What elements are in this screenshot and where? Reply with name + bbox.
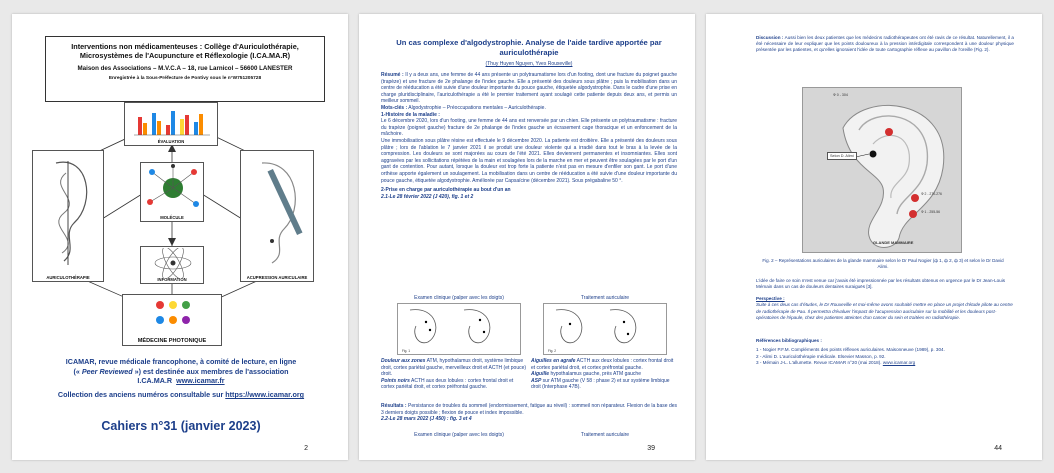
left-col-text: ACTH aux deux lobules : cortex frontal droit et cortex pariétal droit, et cortex préfrontal gauche. [381, 377, 514, 391]
molecule-label: MOLÉCULE [160, 215, 184, 220]
right-col-em: Aiguilles en agrafe [531, 358, 576, 364]
article-authors: (Thuy Huyen Nguyen, Yves Rouxeville) [485, 61, 573, 67]
resume-text: Il y a deux ans, une femme de 44 ans présente un polytraumatisme lors d'un footing, dont une fracture du poignet gauche (trapèze) et une fracture de 2e phalange de l'index gauche. Elle a présenté des douleurs sous plâtre ; puis la mobilisation dans un centre de rééducation a été suivie d'une douleur importante du pouce gauche, étiquetée algodystrophie. Dans le cadre d'une prise en charge pluridisciplinaire, l'auriculothérapie a été le premier traitement ayant soulagé cette patiente depuis deux ans, et permis un meilleur sommeil. [381, 72, 677, 105]
right-col-text: sur ATM gauche (V 58 : phase 2) et sur système limbique droit (Interphase 47B). [531, 377, 670, 391]
right-col-em: ASP [531, 377, 542, 384]
header-title: Interventions non médicamenteuses : Collège d'Auriculothérapie, Microsystèmes de l'Acupuncture et Réflexologie (I.CA.MA.R) [71, 42, 299, 61]
section-heading-1 [381, 112, 677, 119]
auriculotherapie-label: AURICULOTHÉRAPIE [46, 275, 90, 280]
perspective-block [756, 296, 1014, 322]
figure-2-label: Fig. 2 [548, 349, 556, 353]
journal-line-2 [36, 367, 326, 377]
perspective-label: Perspective : [756, 296, 785, 301]
journal-description [36, 357, 326, 400]
issue-title: Cahiers n°31 (janvier 2023) [101, 419, 261, 433]
left-col-em: Douleur aux zones [381, 358, 426, 364]
journal-line-2-em: Peer Reviewed [81, 366, 133, 376]
fig-caption-left: Examen clinique (palper avec les doigts) [414, 295, 504, 301]
figure-caption: Fig. 2 – Représentations auriculaires de la glande mammaire selon le Dr Paul Nogier (ф 1, ф 2, ф 3) et selon le Dr David Alimi. [762, 258, 1004, 270]
right-col-em: Aiguille [531, 371, 550, 378]
journal-line-2-post: ») est destinée aux membres de l'association [132, 366, 289, 376]
ear-label-glande: GLANDE MAMMAIRE [873, 240, 914, 245]
journal-line-3 [36, 376, 326, 386]
keywords-label: Mots-clés : [381, 104, 408, 111]
information-label: INFORMATION [157, 277, 187, 282]
results-paragraph [381, 403, 677, 416]
results-text: Persistance de troubles du sommeil (endormissement, fatigue au réveil) : sommeil non réparateur. Flexion de la base des 3 derniers doigts possible ; flexion de pouce et index impossible. [381, 403, 677, 416]
ear-label-point-b: Ф 2 - 270-276 [921, 192, 942, 196]
right-col-item [531, 371, 677, 378]
acupressure-pen-icon [242, 153, 314, 271]
ear-illustration [803, 88, 962, 253]
discussion-text: Aussi bien les deux patientes que les médecins radiothérapeutes ont été ravis de ce résultat. Naturellement, il a été nécessaire de leur expliquer que les points douloureux à la pression intérdigitale correspondent à une douleur physique présentée par les patientes, et qu'elles ignoraient l'idée de toute cartographie réflexe au pavillon de l'oreille (Fig. 2). [756, 35, 1014, 53]
right-column [531, 358, 677, 391]
reference-item [756, 360, 1014, 366]
left-col-em: Points noirs [381, 377, 410, 384]
molecule-box [140, 162, 204, 222]
medecine-photonique-box [122, 294, 222, 346]
bottom-caption-right: Traitement auriculaire [580, 432, 630, 438]
references-label: Références bibliographiques : [756, 338, 822, 343]
page-article [359, 14, 695, 460]
right-col-text: ACTH aux deux lobules : cortex frontal droit et cortex pariétal droit, et cortex préfrontal gauche. [531, 358, 674, 371]
medecine-photonique-label: MÉDECINE PHOTONIQUE [137, 338, 207, 344]
collection-text: Collection des anciens numéros consultable sur [57, 390, 226, 400]
keywords-paragraph [381, 105, 677, 112]
atom-icon [142, 248, 204, 278]
reference-item: 1 - Nogier P.F.M. Compléments des points réflexes auriculaires. Maisonneuve (1989), p. 304. [756, 347, 945, 353]
figure-2 [543, 303, 667, 355]
history-paragraph-1: Le 6 décembre 2020, lors d'un footing, une femme de 44 ans est renversée par un chien. Elle présente un polytraumatisme : fracture du trapèze (poignet gauche) fracture de 2e phalange de l'index gauche un écrasement cage thoracique et un enfoncement de la mâchoire. [381, 118, 677, 138]
article-title: Un cas complexe d'algodystrophie. Analyse de l'aide tardive apportée par auriculothérapie [396, 38, 662, 57]
ear-caduceus-icon [34, 153, 104, 271]
molecule-icon [142, 164, 204, 214]
page-number: 2 [304, 445, 308, 452]
ear-diagram-icon [398, 304, 520, 346]
discussion-paragraph [756, 35, 1014, 54]
history-paragraph-2: Une immobilisation sous plâtre résine est effectuée le 9 décembre 2020. La patiente est droitière. Elle a présenté des douleurs sous plâtre ; lors de l'ablation le 7 janvier 2021 il se produit une douleur violente qui a irradié dans tout le bras à la levée de la compression. Les douleurs se sont majorées au cours de l'été 2021. Elles deviennent permanentes et insomniantes. Elles sont aggravées par les sollicitations répétées de la main et soulagées lors de la marche en mer et peuvent être soulagées par le port d'un gant de contention. Pour autant, lorsque la douleur est trop forte la patiente n'est pas en mesure d'enfiler son gant. Le port d'une orthèse apporte également un soulagement. La mobilisation dans un centre de rééducation a été suivie d'une douleur importante du pouce gauche, étiquetée algodystrophie. Améliorée par Capsaïcine (décembre 2021). Sous prégabaline 50 °. [381, 137, 677, 184]
reference-text: 3 - Mémain J-L. L'allumette. Revue ICAMAR n°20 (mai 2018). [756, 360, 882, 366]
ear-label-selon: Selon D. Alimi [827, 152, 857, 160]
collection-line [36, 390, 326, 400]
resume-paragraph [381, 72, 677, 105]
page-number: 39 [647, 445, 655, 452]
left-col-item [381, 378, 527, 391]
page-number: 44 [994, 445, 1002, 452]
right-col-text: hypothalamus gauche, près ATM gauche [549, 371, 641, 378]
journal-url-link[interactable]: www.icamar.fr [176, 376, 225, 386]
resume-label: Résumé : [381, 72, 404, 78]
right-col-item [531, 358, 677, 371]
journal-line-2-pre: (« [73, 366, 82, 376]
page-discussion [706, 14, 1042, 460]
journal-line-1: ICAMAR, revue médicale francophone, à comité de lecture, en ligne [65, 357, 297, 366]
results-block [381, 403, 677, 423]
idea-paragraph: L'idée de faire ce soin m'est venue car j'avais été impressionnée par les résultats obtenus en urgence par le Dr Jean-Louis Mémain dans un cas de douleurs dentaires suraiguës [3]. [756, 278, 1006, 290]
section-2-1-title: 2.1-Le 28 février 2022 (J 420), fig. 1 et 2 [381, 193, 474, 200]
section-heading-2-1 [381, 194, 677, 201]
collection-url-link[interactable]: https://www.icamar.org [225, 390, 305, 400]
left-col-text: ATM, hypothalamus droit, système limbique droit, cortex pariétal gauche, merveilleux droit et ACTH (et pouce) droit. [381, 358, 527, 378]
left-col-item [381, 358, 527, 378]
figure-1-label: Fig. 1 [402, 349, 410, 353]
section-2-2-title: 2.2-Le 28 mars 2022 (J 450) : fig. 3 et 4 [381, 416, 472, 423]
acupression-label: ACUPRESSION AURICULAIRE [246, 275, 308, 280]
article-body [381, 72, 677, 200]
section-2-title: 2-Prise en charge par auriculothérapie au bout d'un an [381, 187, 511, 194]
ear-treatment-icon [544, 304, 666, 346]
references-heading [756, 338, 1014, 344]
acupression-box [240, 150, 314, 282]
perspective-text: Suite à ces deux cas d'études, le Dr Rouxeville et moi-même avons souhaité mettre en place un projet d'étude pilote au centre de radiothérapie de Pau. Il permettra d'évaluer l'impact de l'acupression auriculaire sur la mobilité et les douleurs post-opératoires de l'épaule, chez des patientes atteintes d'un cancer du sein et traitées en radiothérapie. [756, 302, 1013, 321]
bar-chart-icon [126, 105, 218, 139]
light-dots-icon [124, 296, 222, 336]
ear-label-point-a: Ф 0 - 304 [833, 93, 848, 97]
information-box [140, 246, 204, 284]
evaluation-box [124, 102, 218, 146]
keywords-text: Algodystrophie – Préoccupations mentales – Auriculothérapie. [408, 104, 546, 111]
reference-item: 2 - Alimi D. L'auriculothérapie médicale. Elsevier Masson, p. 92. [756, 353, 886, 359]
section-heading-2-2 [381, 416, 677, 423]
right-col-item [531, 378, 677, 391]
association-name: I.CA.MA.R [137, 376, 173, 386]
ear-figure [802, 87, 962, 253]
bottom-caption-left: Examen clinique (palper avec les doigts) [414, 432, 504, 438]
page-cover [12, 14, 348, 460]
results-label: Résultats : [381, 403, 407, 409]
left-column [381, 358, 527, 391]
header-address: Maison des Associations – M.V.C.A – 18, rue Larnicol – 56600 LANESTER [77, 64, 293, 72]
auriculotherapie-box [32, 150, 104, 282]
evaluation-label: ÉVALUATION [157, 139, 185, 144]
section-1-title: 1-Histoire de la maladie : [381, 111, 440, 118]
discussion-label: Discussion : [756, 35, 784, 40]
references-block [756, 338, 1014, 367]
figure-1 [397, 303, 521, 355]
ear-label-point-c: Ф 1 - 255-56 [921, 210, 940, 214]
reference-url-link[interactable]: www.icamar.org [882, 360, 916, 366]
section-heading-2 [381, 187, 677, 194]
fig-caption-right: Traitement auriculaire [580, 295, 630, 301]
header-registration: Enregistrée à la Sous-Préfecture de Pontivy sous le n°W751205728 [108, 75, 262, 81]
